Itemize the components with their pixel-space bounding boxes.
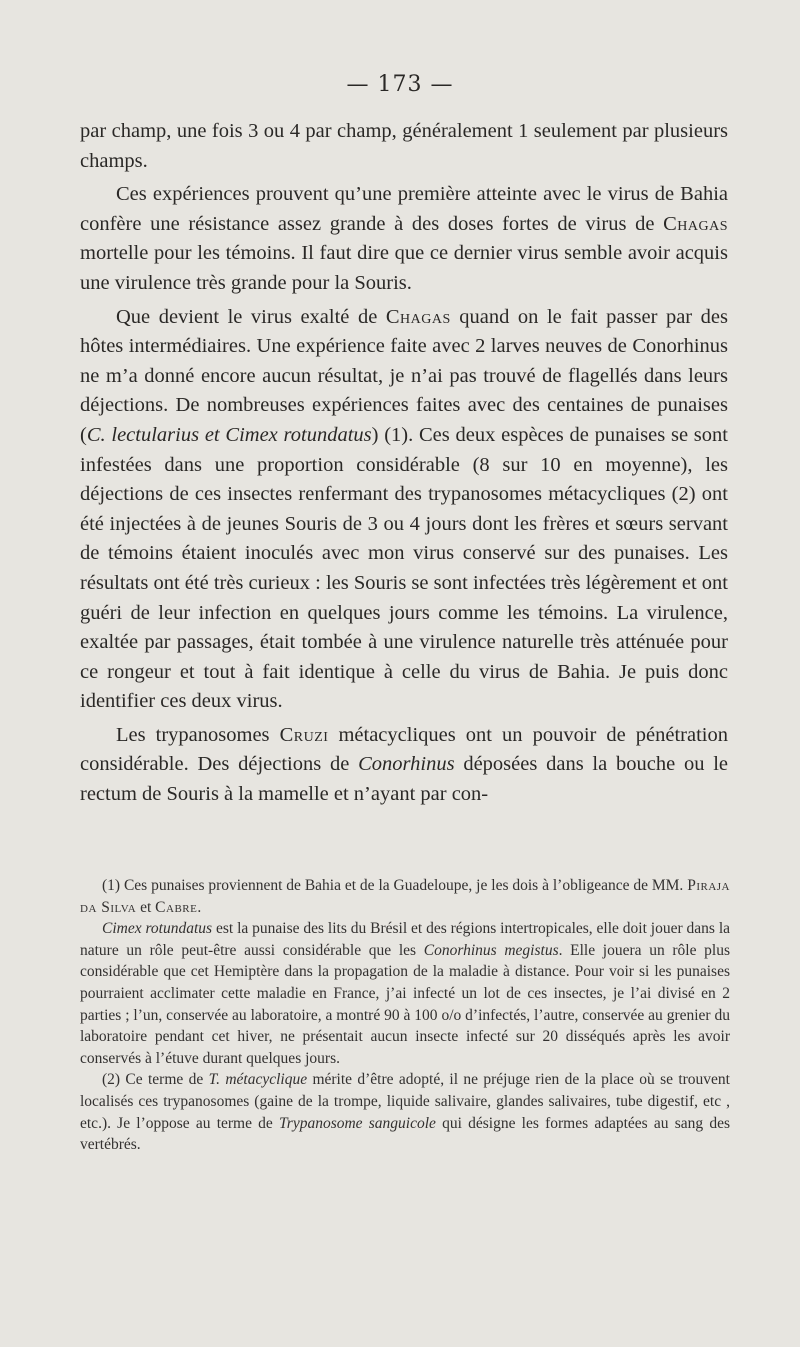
text-run: Les trypanosomes <box>116 723 280 746</box>
species-name: Conorhinus <box>358 753 455 776</box>
paragraph-1: par champ, une fois 3 ou 4 par champ, généralement 1 seulement par plusieurs champs. <box>80 120 728 172</box>
species-name: Cimex rotundatus <box>102 920 213 938</box>
footnote-1-continued <box>80 918 730 1069</box>
body-text <box>80 117 728 810</box>
text-run: Ces expériences prouvent qu’une première atteinte avec le virus de Bahia confère une résistance assez grande à des doses fortes de virus de <box>80 183 728 235</box>
author-name: Piraja da Silva <box>80 877 730 916</box>
paragraph-4 <box>80 721 728 810</box>
species-name: Conorhinus megistus <box>423 941 559 959</box>
text-run: Que devient le virus exalté de <box>116 305 386 328</box>
footnote-1 <box>80 875 730 918</box>
author-name: Cabre <box>155 898 198 916</box>
author-name: Chagas <box>663 212 728 235</box>
species-name: C. lectularius et Cimex rotundatus <box>86 423 372 446</box>
text-run: (2) Ce terme de <box>102 1071 209 1089</box>
footnote-2 <box>80 1069 730 1155</box>
text-run: ) (1). Ces deux espèces de punaises se sont infestées dans une proportion considérable (8 sur 10 en moyenne), les déjections de ces insectes renfermant des trypanosomes métacycliques (2) ont été injectées à de jeunes Souris de 3 ou 4 jours dont les frères et sœurs servant de témoins étaient inoculés avec mon virus conservé sur des punaises. Les résultats ont été très curieux : les Souris se sont infectées très légèrement et ont guéri de leur infection en quelques jours comme les témoins. La virulence, exaltée par passages, était tombée à une virulence naturelle très atténuée pour ce rongeur et tout à fait identique à celle du virus de Bahia. Je puis donc identifier ces deux virus. <box>80 423 728 713</box>
term: T. métacyclique <box>208 1071 308 1089</box>
footnotes <box>80 875 730 1156</box>
text-run: qui désigne les formes adaptées au sang des vertébrés. <box>80 1114 731 1154</box>
text-run: métacycliques ont un pouvoir de pénétration considérable. Des déjections de <box>80 723 728 776</box>
text-run: mortelle pour les témoins. Il faut dire que ce dernier virus semble avoir acquis une virulence très grande pour la Souris. <box>80 242 728 294</box>
page-number: — 173 — <box>346 72 454 97</box>
text-run: déposées dans la bouche ou le rectum de Souris à la mamelle et n’ayant par con- <box>80 753 728 806</box>
species-name-smallcaps: Cruzi <box>279 723 329 746</box>
text-run: (1) Ces punaises proviennent de Bahia et de la Guadeloupe, je les dois à l’obligeance de MM. <box>102 877 688 894</box>
text-run: . <box>197 898 202 916</box>
paragraph-3 <box>80 303 728 717</box>
text-run: quand on le fait passer par des hôtes intermédiaires. Une expérience faite avec 2 larves neuves de Conorhinus ne m’a donné encore aucun résultat, je n’ai pas trouvé de flagellés dans leurs déjections. De nombreuses expériences faites avec des centaines de punaises ( <box>80 305 728 446</box>
text-run: mérite d’être adopté, il ne préjuge rien de la place où se trouvent localisés ces trypanosomes (gaine de la trompe, liquide salivaire, glandes salivaires, tube digestif, etc , etc.). Je l’oppose au terme de <box>80 1071 730 1132</box>
author-name: Chagas <box>385 305 451 328</box>
term: Trypanosome sanguicole <box>279 1114 436 1132</box>
text-run: est la punaise des lits du Brésil et des régions intertropicales, elle doit jouer dans la nature un rôle peut-être aussi considérable que les <box>80 920 731 959</box>
paragraph-2 <box>80 180 728 298</box>
text-run: . Elle jouera un rôle plus considérable que cet Hemiptère dans la propagation de la maladie à distance. Pour voir si les punaises pourraient acclimater cette maladie en France, j’ai infecté un lot de ces insectes, je l’ai divisé en 2 parties ; l’un, conservée au laboratoire, a montré 90 à 100 o/o d’infectés, l’autre, conservée au grenier du laboratoire pendant cet hiver, ne présentait aucun insecte infecté sur 20 disséqués après les avoir conservés à l’étuve durant quelques jours. <box>80 941 730 1067</box>
text-run: et <box>136 898 156 916</box>
